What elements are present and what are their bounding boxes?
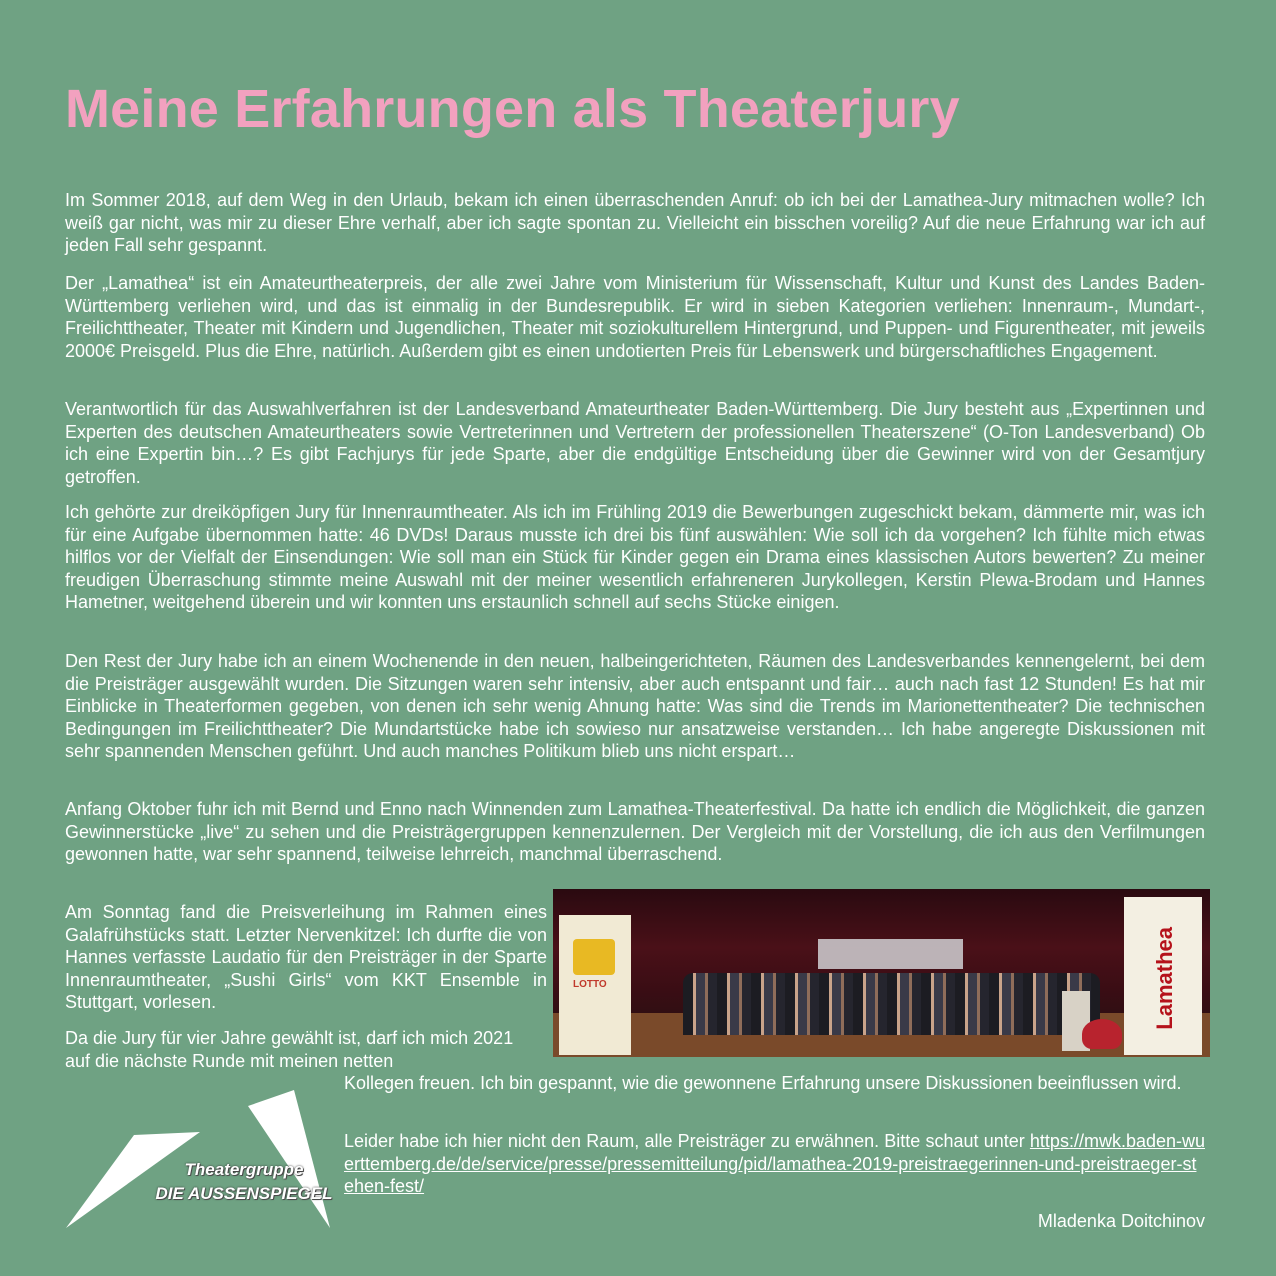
stage-screen [818,939,963,969]
paragraph-8-end: Kollegen freuen. Ich bin gespannt, wie die gewonnene Erfahrung unsere Diskussionen beeinflussen wird. [344,1073,1182,1093]
page-title: Meine Erfahrungen als Theaterjury [65,79,960,139]
flowers-icon [1082,1019,1122,1049]
paragraph-1: Im Sommer 2018, auf dem Weg in den Urlaub, bekam ich einen überraschenden Anruf: ob ich bei der Lamathea-Jury mitmachen wolle? Ich weiß gar nicht, was mir zu dieser Ehre verhalf, aber ich sagte spontan zu. Vielleicht ein bisschen voreilig? Auf die neue Erfahrung war ich auf jeden Fall sehr gespannt. [65,190,1205,255]
paragraph-8-start: Da die Jury für vier Jahre gewählt ist, darf ich mich 2021 auf die nächste Runde mit meinen netten [65,1028,514,1071]
paragraph-7: Am Sonntag fand die Preisverleihung im Rahmen eines Galafrühstücks statt. Letzter Nervenkitzel: Ich durfte die von Hannes verfasste Laudatio für den Preisträger in der Sparte Innenraumtheater, „Sushi Girls“ vom KKT Ensemble in Stuttgart, vorlesen. [65,902,547,1012]
press-release-link[interactable]: https://mwk.baden-wuerttemberg.de/de/service/presse/pressemitteilung/pid/lamathea-2019-preistraegerinnen-und-preistraeger-stehen-fest/ [344,1131,1205,1196]
lotto-banner-text: LOTTO [573,979,607,990]
lotto-banner [559,915,631,1055]
lamathea-banner-text: Lamathea [1152,927,1177,1030]
award-ceremony-photo [553,889,1210,1057]
logo-line-1: Theatergruppe [184,1160,304,1179]
paragraph-3: Verantwortlich für das Auswahlverfahren ist der Landesverband Amateurtheater Baden-Württemberg. Die Jury besteht aus „Expertinnen und Experten des deutschen Amateurtheaters sowie Vertreterinnen und Vertretern der professionellen Theaterszene“ (O-Ton Landesverband) Ob ich eine Expertin bin…? Es gibt Fachjurys für jede Sparte, aber die endgültige Entscheidung über die Gewinner wird von der Gesamtjury getroffen. [65,399,1205,487]
lamathea-banner [1124,897,1202,1055]
theatergruppe-logo [62,1090,334,1230]
paragraph-6: Anfang Oktober fuhr ich mit Bernd und Enno nach Winnenden zum Lamathea-Theaterfestival. Da hatte ich endlich die Möglichkeit, die ganzen Gewinnerstücke „live“ zu sehen und die Preisträgergruppen kennenzulernen. Der Vergleich mit der Vorstellung, die ich aus den Verfilmungen gewonnen hatte, war sehr spannend, teilweise lehrreich, manchmal überraschend. [65,799,1205,864]
author-signature: Mladenka Doitchinov [1037,1211,1205,1231]
paragraph-5: Den Rest der Jury habe ich an einem Wochenende in den neuen, halbeingerichteten, Räumen des Landesverbandes kennengelernt, bei dem die Preisträger ausgewählt wurden. Die Sitzungen waren sehr intensiv, aber auch entspannt und fair… auch nach fast 12 Stunden! Es hat mir Einblicke in Theaterformen gegeben, von denen ich sehr wenig Ahnung hatte: Was sind die Trends im Marionettentheater? Die technischen Bedingungen im Freilichttheater? Die Mundartstücke habe ich sowieso nur ansatzweise verstanden… Ich habe angeregte Diskussionen mit sehr spannenden Menschen geführt. Und auch manches Politikum blieb uns nicht erspart… [65,651,1205,761]
paragraph-4: Ich gehörte zur dreiköpfigen Jury für Innenraumtheater. Als ich im Frühling 2019 die Bewerbungen zugeschickt bekam, dämmerte mir, was ich für eine Aufgabe übernommen hatte: 46 DVDs! Daraus musste ich drei bis fünf auswählen: Wie soll ich da vorgehen? Ich fühlte mich etwas hilflos vor der Vielfalt der Einsendungen: Wie soll man ein Stück für Kinder gegen ein Drama eines klassischen Autors bewerten? Zu meiner freudigen Überraschung stimmte meine Auswahl mit der meiner wesentlich erfahreneren Jurykollegen, Kerstin Plewa-Brodam und Hannes Hametner, weitgehend überein und wir konnten uns erstaunlich schnell auf sechs Stücke einigen. [65,502,1205,612]
group-of-people [683,973,1100,1035]
logo-line-2: DIE AUSSENSPIEGEL [155,1184,333,1203]
lotto-logo-icon [573,939,615,975]
paragraph-9-text: Leider habe ich hier nicht den Raum, alle Preisträger zu erwähnen. Bitte schaut unter [344,1131,1025,1151]
paragraph-2: Der „Lamathea“ ist ein Amateurtheaterpreis, der alle zwei Jahre vom Ministerium für Wissenschaft, Kultur und Kunst des Landes Baden-Württemberg verliehen wird, und das ist einmalig in der Bundesrepublik. Er wird in sieben Kategorien verliehen: Innenraum-, Mundart-, Freilichttheater, Theater mit Kindern und Jugendlichen, Theater mit soziokulturellem Hintergrund, und Puppen- und Figurentheater, mit jeweils 2000€ Preisgeld. Plus die Ehre, natürlich. Außerdem gibt es einen undotierten Preis für Lebenswerk und bürgerschaftliches Engagement. [65,273,1205,361]
paragraph-9 [344,1130,1205,1198]
